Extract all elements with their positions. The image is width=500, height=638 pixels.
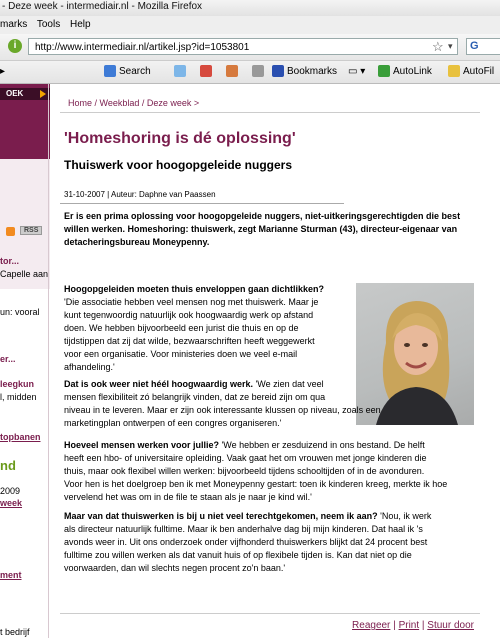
sidebar-text: t bedrijf xyxy=(0,627,30,637)
paragraph-question: Hoeveel mensen werken voor jullie? xyxy=(64,440,220,450)
sidebar-link[interactable]: er... xyxy=(0,354,16,364)
article-meta: 31-10-2007 | Auteur: Daphne van Paassen xyxy=(64,190,216,199)
sidebar-text: Capelle aan xyxy=(0,269,49,279)
article-author: Auteur: Daphne van Paassen xyxy=(111,190,216,199)
sidebar-link[interactable]: tor... xyxy=(0,256,20,266)
article-subheadline: Thuiswerk voor hoogopgeleide nuggers xyxy=(64,158,293,172)
sidebar-divider xyxy=(48,84,49,638)
menu-tools[interactable]: Tools xyxy=(36,19,61,30)
rss-button[interactable]: RSS xyxy=(20,226,42,235)
toolbar-autofill-button[interactable]: AutoFil xyxy=(448,61,494,83)
separator: | xyxy=(393,620,396,631)
toolbar-search-button[interactable]: Search xyxy=(104,61,151,83)
paragraph-question: Hoogopgeleiden moeten thuis enveloppen gaan dichtlikken? xyxy=(64,284,325,294)
toolbar-overflow-icon[interactable]: ▸ xyxy=(0,66,6,77)
search-engine-icon: G xyxy=(470,40,479,52)
stuur-door-link[interactable]: Stuur door xyxy=(427,620,474,631)
article-lead: Er is een prima oplossing voor hoogopgeleide nuggers, niet-uitkeringsgerechtigden die best willen werken. Homeshoring: thuiswerk, zegt Marianne Sturman (43), directeur-eigenaar van detacheringsbureau Moneypenny. xyxy=(64,211,461,247)
menu-dash-icon[interactable]: ▭ ▾ xyxy=(348,66,366,77)
sidebar-link[interactable]: leegkun xyxy=(0,379,35,389)
breadcrumb[interactable]: Home / Weekblad / Deze week > xyxy=(68,98,200,108)
article-paragraph: Dat is ook weer niet héél hoogwaardig werk. 'We zien dat veel mensen flexibiliteit zó belangrijk vinden, dat ze bereid zijn om qua niveau in te leveren. Maar er zijn ook interessante klussen op niveau, zoals een marketingplan ontwerpen of een congres organiseren.' xyxy=(64,379,381,428)
toolbar-autolink-button[interactable]: AutoLink xyxy=(378,61,432,83)
sidebar-text: 2009 xyxy=(0,486,21,496)
divider xyxy=(60,203,344,204)
home-icon[interactable] xyxy=(252,61,267,83)
arrow-icon xyxy=(40,90,46,98)
rss-feed-icon[interactable] xyxy=(6,227,15,236)
navigation-bar xyxy=(0,34,500,61)
url-text: http://www.intermediair.nl/artikel.jsp?id=1053801 xyxy=(35,42,250,53)
sidebar-heading: nd xyxy=(0,458,16,473)
autofill-icon xyxy=(448,65,460,77)
article-date: 31-10-2007 xyxy=(64,190,105,199)
window-title: - Deze week - intermediair.nl - Mozilla Firefox xyxy=(0,0,500,16)
url-bar[interactable] xyxy=(28,38,458,55)
menu-bookmarks[interactable]: marks xyxy=(0,19,28,30)
article-headline: 'Homeshoring is dé oplossing' xyxy=(64,130,296,147)
left-sidebar xyxy=(0,84,50,638)
divider xyxy=(60,613,480,614)
sidebar-tab[interactable]: OEK xyxy=(0,88,50,100)
menu-bar xyxy=(0,16,500,34)
paragraph-question: Dat is ook weer niet héél hoogwaardig werk. xyxy=(64,379,254,389)
sidebar-text: l, midden xyxy=(0,392,37,402)
article-actions xyxy=(352,620,474,631)
url-dropdown-icon[interactable]: ▾ xyxy=(448,41,453,51)
toolbar xyxy=(0,61,500,84)
print-link[interactable]: Print xyxy=(398,620,420,631)
menu-help[interactable]: Help xyxy=(69,19,91,30)
site-identity-icon[interactable]: i xyxy=(8,39,22,53)
add-icon[interactable] xyxy=(174,61,189,83)
sidebar-link[interactable]: week xyxy=(0,498,23,508)
paragraph-question: Maar van dat thuiswerken is bij u niet veel terechtgekomen, neem ik aan? xyxy=(64,511,378,521)
mail-icon[interactable] xyxy=(200,61,215,83)
article-paragraph: Hoeveel mensen werken voor jullie? 'We hebben er zesduizend in ons bestand. De helft heeft een hbo- of universitaire opleiding. Vaak gaat het om vrouwen met jonge kinderen die thuis, maar ook flexibel willen werken: bijvoorbeeld tijdens schooltijden of in de avonduren. Voor hen is het doelgroep ben ik met Moneypenny gestart: toen ik kinderen kreeg, merkte ik hoe vervelend het was om in de file te staan als je naar je kind wil.' xyxy=(64,440,448,502)
reageer-link[interactable]: Reageer xyxy=(352,620,391,631)
separator: | xyxy=(421,620,425,631)
article-paragraph: Hoogopgeleiden moeten thuis enveloppen gaan dichtlikken? 'Die associatie hebben veel mensen nog met thuiswerk. Maar je kunt tegenwoordig natuurlijk ook hoogwaardig werk op afstand doen. We hebben bijvoorbeeld een jurist die thuis en op de tijdstippen dat zij dat wilde, bezwaarschriften heeft weggewerkt voor een organisatie. Voor ministeries doen we veel e-mail afhandeling.' xyxy=(64,284,325,372)
sidebar-text: un: vooral xyxy=(0,307,40,317)
google-icon xyxy=(104,65,116,77)
bookmark-star-icon[interactable]: ☆ xyxy=(432,39,444,54)
bookmarks-manager-icon[interactable] xyxy=(226,61,241,83)
autolink-icon xyxy=(378,65,390,77)
divider xyxy=(60,112,480,113)
bookmarks-star-icon xyxy=(272,65,284,77)
sidebar-link[interactable]: ment xyxy=(0,570,22,580)
article-paragraph: Maar van dat thuiswerken is bij u niet veel terechtgekomen, neem ik aan? 'Nou, ik werk als directeur natuurlijk fulltime. Maar ik ben anderhalve dag bij mijn kinderen. Dat haal ik 's avonds weer in. Uit ons onderzoek onder vijfhonderd thuiswerkers blijkt dat 24 procent best fulltime zou willen werken als dat vanuit huis of op flexibele tijden is. Kan dat niet op die voorwaarden, dan wil slechts negen procent zo'n baan.' xyxy=(64,511,432,573)
search-box[interactable] xyxy=(466,38,500,55)
sidebar-link[interactable]: topbanen xyxy=(0,432,41,442)
toolbar-bookmarks-button[interactable]: Bookmarks xyxy=(272,61,337,83)
